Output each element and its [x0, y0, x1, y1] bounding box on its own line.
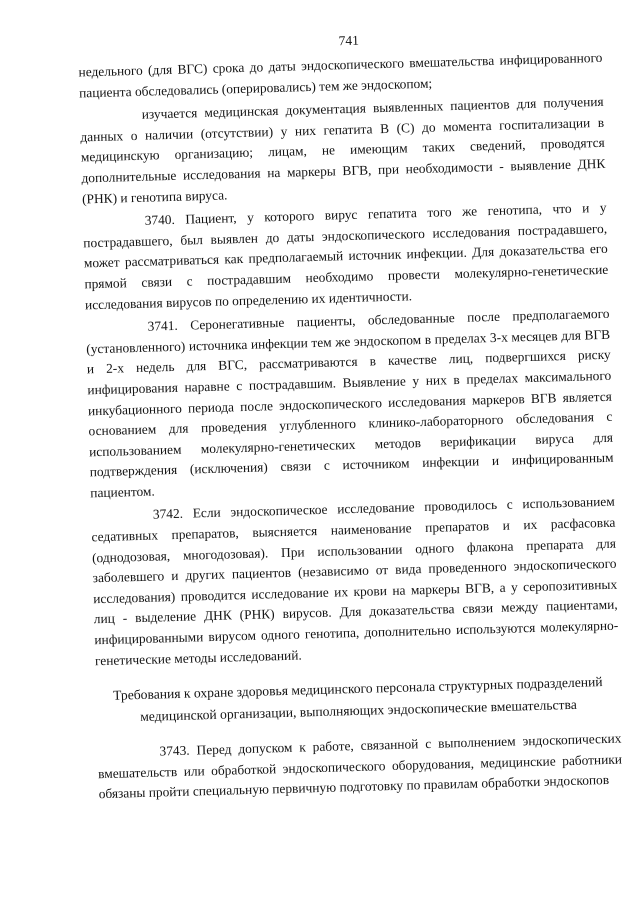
section-heading: Требования к охране здоровья медицинского персонала структурных подразделений медицинской организации, выполняющих эндоскопические вмешательства	[112, 674, 603, 725]
paragraph-3743: 3743. Перед допуском к работе, связанной с выполнением эндоскопических вмешательств или обработкой эндоскопического оборудования, медицинские работники обязаны пройти специальную первичную подготовку по правилам обработки эндоскопов	[97, 730, 623, 802]
page-number: 741	[338, 32, 360, 49]
paragraph-documentation: изучается медицинская документация выявленных пациентов для получения данных о наличии (отсутствии) у них гепатита В (С) до момента госпитализации в медицинскую организацию; лицам, не имеющим таких сведений, проводятся дополнительные исследования на маркеры ВГВ, при необходимости - выявление ДНК (РНК) и генотипа вируса.	[80, 94, 606, 207]
paragraph-continuation: недельного (для ВГС) срока до даты эндоскопического вмешательства инфицированного пациента обследовались (оперировались) тем же эндоскопом;	[78, 49, 603, 101]
paragraph-3740: 3740. Пациент, у которого вирус гепатита того же генотипа, что и у пострадавшего, был выявлен до даты эндоскопического исследования пострадавшего, может рассматриваться как предполагаемый источник инфекции. Для доказательства его прямой связи с пострадавшим необходимо провести молекулярно-генетические исследования вирусов по определению их идентичности.	[83, 199, 609, 312]
paragraph-3741: 3741. Серонегативные пациенты, обследованные после предполагаемого (установленного) источника инфекции тем же эндоскопом в пределах 3-х месяцев для ВГВ и 2-х недель для ВГС, рассматриваются в качестве лиц, подвергшихся риску инфицирования наравне с пострадавшим. Выявление у них в пределах максимального инкубационного периода после эндоскопического исследования маркеров ВГВ является основанием для проведения углубленного клинико-лабораторного обследования с использованием молекулярно-генетических методов верификации вируса для подтверждения (исключения) связи с источником инфекции и инфицированным пациентом.	[86, 305, 614, 501]
paragraph-3742: 3742. Если эндоскопическое исследование проводилось с использованием седативных препаратов, выясняется наименование препаратов и их расфасовка (однодозовая, многодозовая). При использовании одного флакона препарата для заболевшего и других пациентов (независимо от вида проведенного эндоскопического исследования) проводится исследование их крови на маркеры ВГВ, а у серопозитивных лиц - выделение ДНК (РНК) вирусов. Для доказательства связи между пациентами, инфицированными вирусом одного генотипа, дополнительно используются молекулярно-генетические методы исследований.	[91, 494, 619, 668]
